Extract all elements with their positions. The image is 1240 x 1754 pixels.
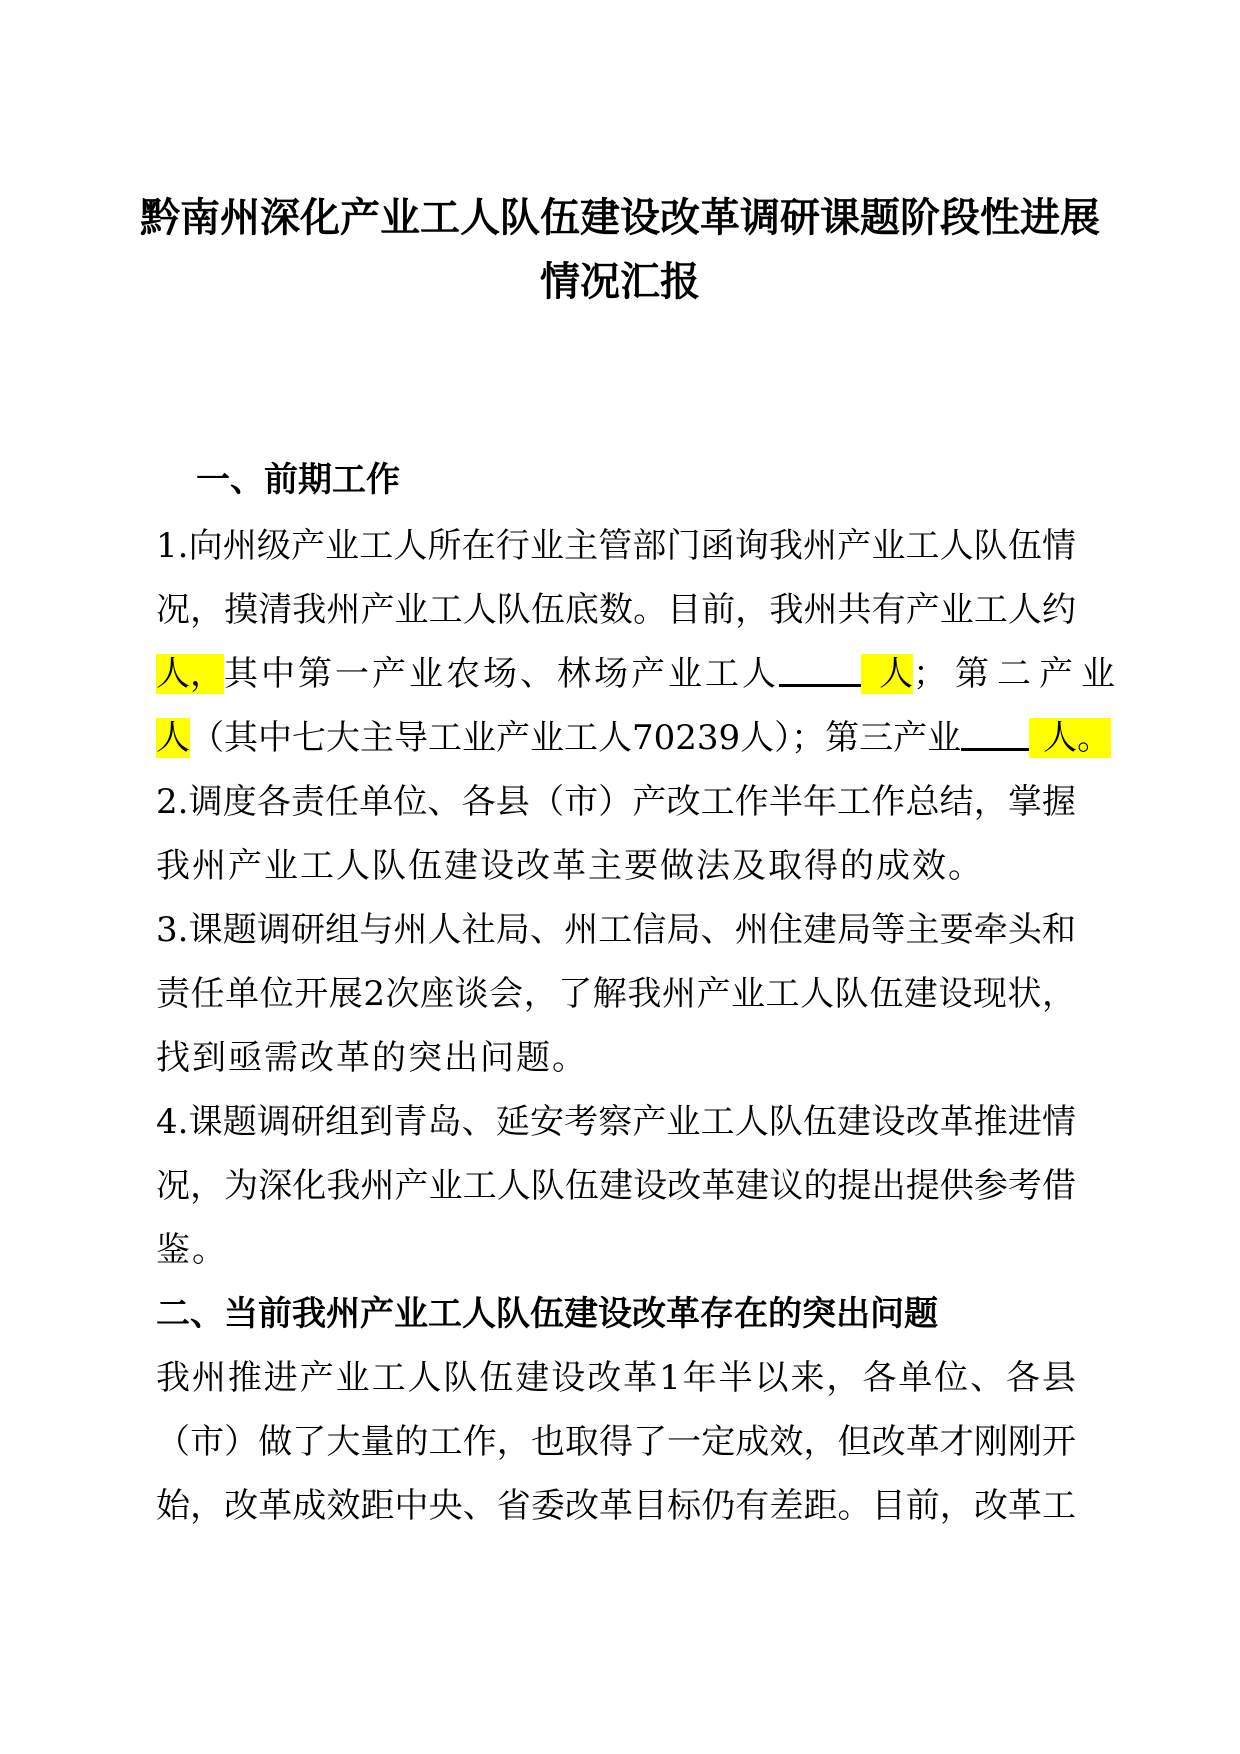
- document-title-line-2: 情况汇报: [540, 259, 700, 305]
- item-1-line-1: 1.向州级产业工人所在行业主管部门函询我州产业工人队伍情: [156, 526, 1076, 566]
- item-1-line-3-tail: ；第二产业: [913, 654, 1123, 694]
- item-4-line-1: 4.课题调研组到青岛、延安考察产业工人队伍建设改革推进情: [156, 1102, 1076, 1142]
- highlight-marker: 人: [861, 654, 913, 694]
- blank-field: [961, 718, 1029, 751]
- section-2-line-1: 我州推进产业工人队伍建设改革1年半以来，各单位、各县: [156, 1358, 1076, 1398]
- item-1-line-3-text: 其中第一产业农场、林场产业工人: [224, 654, 779, 694]
- item-4-line-3: 鉴。: [156, 1230, 228, 1270]
- item-3-line-2: 责任单位开展2次座谈会，了解我州产业工人队伍建设现状，: [156, 974, 1076, 1014]
- section-1-heading: 一、前期工作: [196, 460, 400, 500]
- item-1-line-2: 况，摸清我州产业工人队伍底数。目前，我州共有产业工人约: [156, 590, 1076, 630]
- item-4-line-2: 况，为深化我州产业工人队伍建设改革建议的提出提供参考借: [156, 1166, 1076, 1206]
- section-2-line-3: 始，改革成效距中央、省委改革目标仍有差距。目前，改革工: [156, 1486, 1076, 1526]
- blank-field: [779, 654, 861, 687]
- section-2-line-2: （市）做了大量的工作，也取得了一定成效，但改革才刚刚开: [156, 1422, 1076, 1462]
- section-2-heading: 二、当前我州产业工人队伍建设改革存在的突出问题: [156, 1294, 938, 1334]
- item-3-line-1: 3.课题调研组与州人社局、州工信局、州住建局等主要牵头和: [156, 910, 1076, 950]
- highlight-marker: 人: [156, 718, 190, 758]
- highlight-marker: 人。: [1029, 718, 1111, 758]
- item-3-line-3: 找到亟需改革的突出问题。: [156, 1038, 588, 1078]
- item-2-line-1: 2.调度各责任单位、各县（市）产改工作半年工作总结，掌握: [156, 782, 1076, 822]
- item-1-line-3: [156, 646, 1123, 695]
- highlight-marker: 人，: [156, 654, 224, 694]
- document-title-line-1: 黔南州深化产业工人队伍建设改革调研课题阶段性进展: [140, 195, 1100, 241]
- item-1-line-4-text: （其中七大主导工业产业工人70239人）；第三产业: [190, 718, 962, 758]
- item-2-line-2: 我州产业工人队伍建设改革主要做法及取得的成效。: [156, 846, 984, 886]
- item-1-line-4: [156, 710, 1112, 759]
